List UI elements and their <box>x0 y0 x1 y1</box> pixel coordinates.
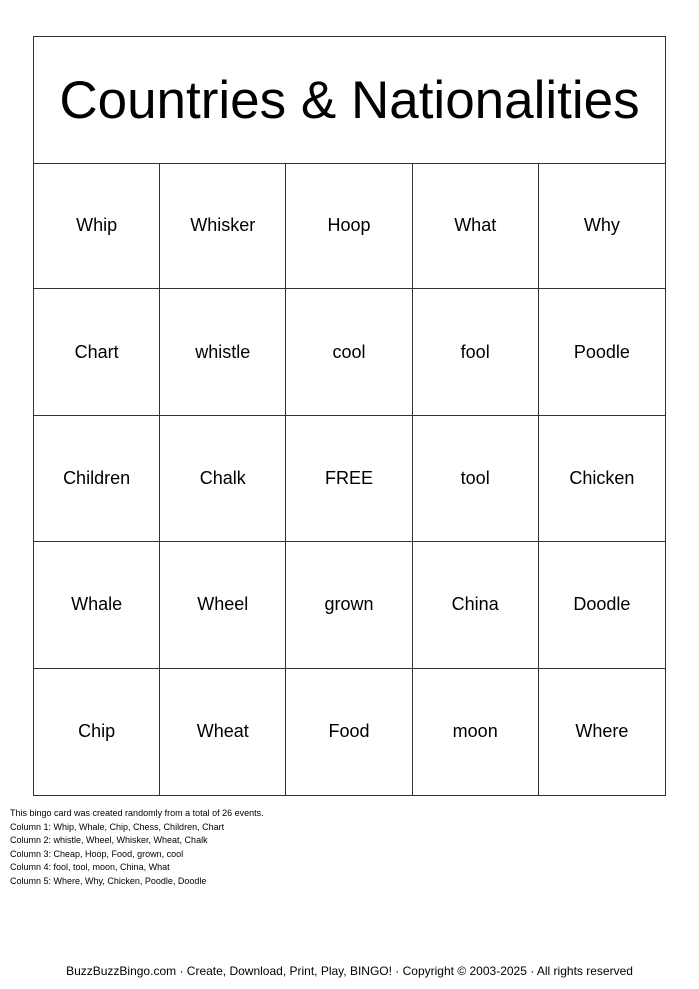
grid-cell: moon <box>413 669 539 795</box>
notes-column-3: Column 3: Cheap, Hoop, Food, grown, cool <box>10 848 184 859</box>
bingo-card <box>33 36 666 796</box>
grid-cell: Chalk <box>160 416 286 542</box>
notes-column-2: Column 2: whistle, Wheel, Whisker, Wheat, Chalk <box>10 835 208 845</box>
page-footer: BuzzBuzzBingo.com · Create, Download, Print, Play, BINGO! · Copyright © 2003-2025 · All rights reserved <box>66 964 633 978</box>
grid-cell: Why <box>539 163 665 289</box>
grid-cell: Doodle <box>539 542 665 668</box>
free-space-cell: FREE <box>286 416 412 542</box>
grid-cell: tool <box>413 416 539 542</box>
title-box <box>34 37 665 164</box>
notes-column-4: Column 4: fool, tool, moon, China, What <box>10 862 170 872</box>
grid-cell: Food <box>286 669 412 795</box>
grid-cell: Hoop <box>286 163 412 289</box>
grid-cell: grown <box>286 542 412 668</box>
grid-cell: cool <box>286 289 412 415</box>
grid-cell: fool <box>413 289 539 415</box>
grid-cell: Whisker <box>160 163 286 289</box>
grid-cell: Chip <box>34 669 160 795</box>
grid-cell: Whale <box>34 542 160 668</box>
grid-cell: Chart <box>34 289 160 415</box>
bingo-grid <box>34 163 665 795</box>
grid-cell: Wheel <box>160 542 286 668</box>
card-title: Countries & Nationalities <box>59 70 640 130</box>
notes-column-1: Column 1: Whip, Whale, Chip, Chess, Children, Chart <box>10 821 225 832</box>
grid-cell: Poodle <box>539 289 665 415</box>
grid-cell: Where <box>575 721 629 742</box>
grid-cell: What <box>413 163 539 289</box>
grid-cell: Chicken <box>539 416 665 542</box>
notes-column-5: Column 5: Where, Why, Chicken, Poodle, Doodle <box>10 875 207 886</box>
grid-cell: whistle <box>160 289 286 415</box>
grid-cell: Whip <box>34 163 160 289</box>
grid-cell: China <box>413 542 539 668</box>
notes-summary: This bingo card was created randomly from a total of 26 events. <box>10 808 264 818</box>
card-notes <box>10 807 264 888</box>
grid-cell: Wheat <box>160 669 286 795</box>
grid-cell: Children <box>34 416 160 542</box>
